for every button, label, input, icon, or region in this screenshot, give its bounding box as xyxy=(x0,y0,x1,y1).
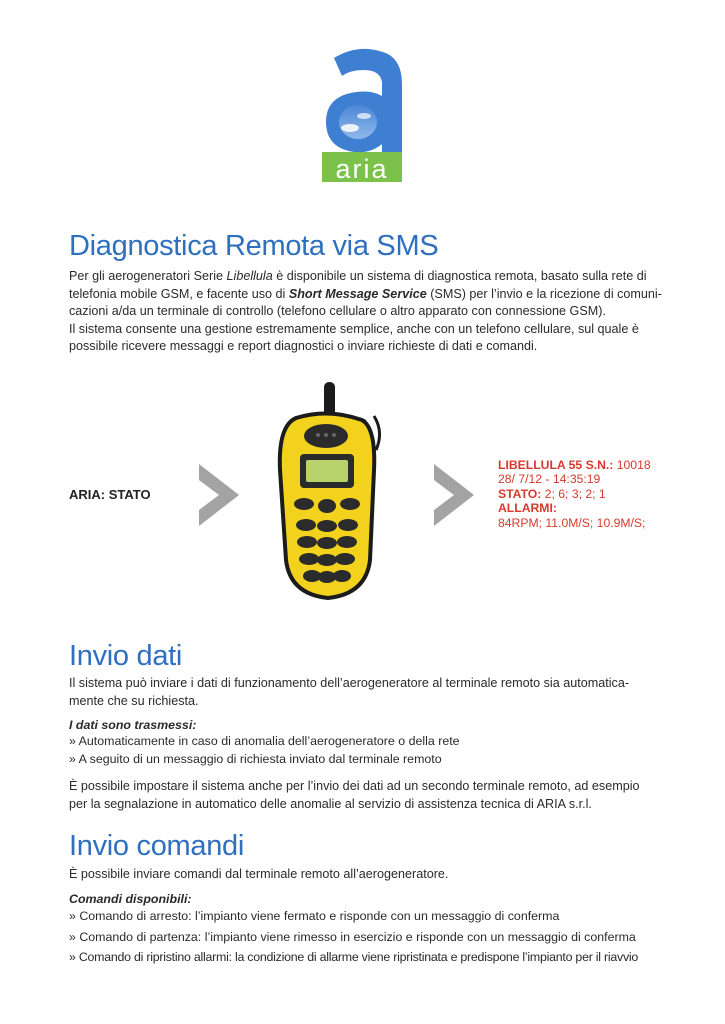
invio-dati-list xyxy=(69,733,460,768)
list-item: » Comando di arresto: l’impianto viene fermato e risponde con un messaggio di conferma xyxy=(69,909,560,923)
list-item: » Automaticamente in caso di anomalia dell’aerogeneratore o della rete xyxy=(69,734,460,748)
section-title-invio-dati: Invio dati xyxy=(69,640,183,672)
aria-logo xyxy=(320,46,404,182)
section-title-diagnostica: Diagnostica Remota via SMS xyxy=(69,230,439,262)
list-item: » Comando di ripristino allarmi: la condizione di allarme viene ripristinata e predispone l’impianto per il riavvio xyxy=(69,950,639,964)
section-title-invio-comandi: Invio comandi xyxy=(69,830,245,862)
list-item: » Comando di partenza: l’impianto viene rimesso in esercizio e risponde con un messaggio di conferma xyxy=(69,929,636,944)
invio-dati-text: Il sistema può inviare i dati di funzionamento dell’aerogeneratore al terminale remoto sia automatica- mente che su richiesta. xyxy=(69,676,630,708)
chevron-right-icon xyxy=(432,462,476,533)
invio-comandi-text: È possibile inviare comandi dal terminale remoto all’aerogeneratore. xyxy=(69,867,449,881)
svg-text:aria: aria xyxy=(335,154,389,182)
list-item: » A seguito di un messaggio di richiesta inviato dal terminale remoto xyxy=(69,751,442,766)
invio-dati-list-label: I dati sono trasmessi: xyxy=(69,718,197,732)
sms-request-text: ARIA: STATO xyxy=(69,487,151,502)
mobile-phone-icon xyxy=(266,380,390,611)
sms-reply-text: LIBELLULA 55 S.N.: 10018 28/ 7/12 - 14:35:19 STATO: 2; 6; 3; 2; 1 ALLARMI: 84RPM; 11.0M/S; 10.9M/S; xyxy=(498,458,651,530)
invio-comandi-list xyxy=(69,906,638,968)
invio-comandi-list-label: Comandi disponibili: xyxy=(69,892,192,906)
intro-text: Per gli aerogeneratori Serie Libellula è disponibile un sistema di diagnostica remota, basato sulla rete di telefonia mobile GSM, e facente uso di Short Message Service (SMS) per l’invio e la ricezione di comuni- cazioni a/da un terminale di controllo (telefono cellulare o altro apparato con connessione GSM). Il sistema consente una gestione estremamente semplice, anche con un telefono cellulare, sul quale è possibile ricevere messaggi e report diagnostici o inviare richieste di dati e comandi. xyxy=(69,269,662,353)
chevron-right-icon xyxy=(197,462,241,533)
invio-dati-note: È possibile impostare il sistema anche per l’invio dei dati ad un secondo terminale remoto, ad esempio per la segnalazione in automatico delle anomalie al servizio di assistenza tecnica di ARIA s.r.l. xyxy=(69,779,640,811)
